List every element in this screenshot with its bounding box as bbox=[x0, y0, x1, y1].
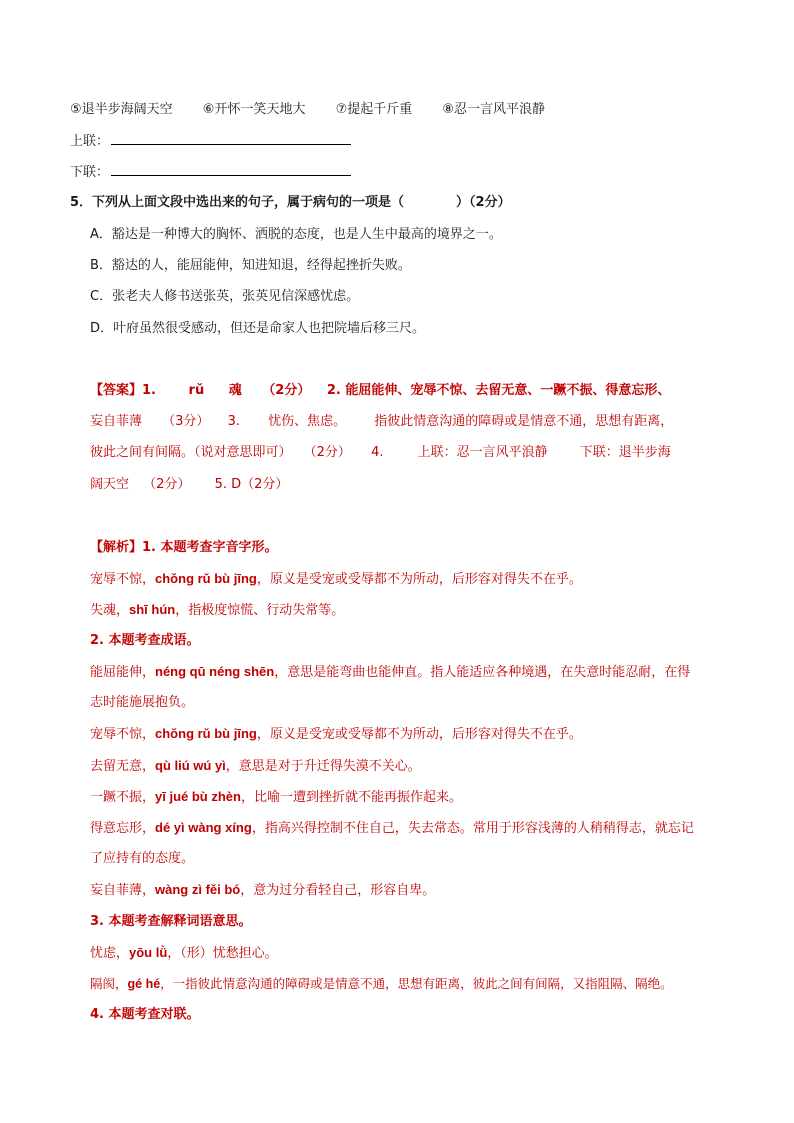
question-5-option-b: B．豁达的人，能屈能伸，知进知退，经得起挫折失败。 bbox=[90, 258, 411, 273]
lower-couplet-blank[interactable] bbox=[111, 163, 351, 176]
question-5-stem: 5．下列从上面文段中选出来的句子，属于病句的一项是（ ）（2分） bbox=[70, 195, 511, 210]
analysis-line: 得意忘形，dé yì wàng xíng，指高兴得控制不住自己，失去常态。常用于形容浅薄的人稍稍得志，就忘记 bbox=[90, 820, 694, 836]
analysis-tag: 【解析】 bbox=[90, 540, 143, 555]
analysis-line: 一蹶不振，yī jué bù zhèn，比喻一遭到挫折就不能再振作起来。 bbox=[90, 789, 462, 805]
upper-couplet-label: 上联： bbox=[70, 134, 110, 149]
analysis-line: 了应持有的态度。 bbox=[90, 851, 195, 866]
analysis-line: 忧虑，yōu lǜ，（形）忧愁担心。 bbox=[90, 945, 278, 961]
analysis-q2-title: 2. 本题考查成语。 bbox=[90, 633, 200, 648]
couplet-options bbox=[70, 101, 730, 119]
answer-line-4: 阔天空 （2分） 5. D（2分） bbox=[90, 477, 289, 492]
question-5-option-a: A．豁达是一种博大的胸怀、洒脱的态度，也是人生中最高的境界之一。 bbox=[90, 227, 502, 242]
option-8: ⑧忍一言风平浪静 bbox=[442, 102, 546, 117]
analysis-line: 宠辱不惊，chǒng rǔ bù jīng，原义是受宠或受辱都不为所动，后形容对得失不在乎。 bbox=[90, 726, 582, 742]
answer-line-2: 妄自菲薄 （3分） 3. 忧伤、焦虑。 指彼此情意沟通的障碍或是情意不通，思想有距离， bbox=[90, 414, 674, 429]
answer-tag: 【答案】 bbox=[90, 383, 143, 398]
analysis-line: 志时能施展抱负。 bbox=[90, 695, 195, 710]
analysis-line: 妄自菲薄，wàng zì fěi bó，意为过分看轻自己，形容自卑。 bbox=[90, 882, 436, 898]
analysis-line: 能屈能伸，néng qū néng shēn，意思是能弯曲也能伸直。指人能适应各种境遇，在失意时能忍耐，在得 bbox=[90, 664, 691, 680]
upper-couplet-line bbox=[70, 132, 730, 151]
analysis-line: 隔阂，gé hé，一指彼此情意沟通的障碍或是情意不通，思想有距离，彼此之间有间隔，又指阻隔、隔绝。 bbox=[90, 976, 673, 991]
analysis-q4-title: 4. 本题考查对联。 bbox=[90, 1007, 200, 1022]
option-6: ⑥开怀一笑天地大 bbox=[202, 102, 306, 117]
question-5-option-c: C．张老夫人修书送张英，张英见信深感忧虑。 bbox=[90, 289, 360, 304]
answer-line-3: 彼此之间有间隔。（说对意思即可） （2分） 4. 上联：忍一言风平浪静 下联：退半步海 bbox=[90, 445, 671, 460]
option-7: ⑦提起千斤重 bbox=[335, 102, 413, 117]
lower-couplet-label: 下联： bbox=[70, 165, 110, 180]
lower-couplet-line bbox=[70, 163, 730, 182]
question-5-option-d: D．叶府虽然很受感动，但还是命家人也把院墙后移三尺。 bbox=[90, 321, 426, 336]
analysis-line: 失魂，shī hún，指极度惊慌、行动失常等。 bbox=[90, 602, 345, 618]
upper-couplet-blank[interactable] bbox=[111, 132, 351, 145]
analysis-line: 去留无意，qù liú wú yì，意思是对于升迁得失漠不关心。 bbox=[90, 758, 421, 774]
analysis-line-title: 【解析】1. 本题考查字音字形。 bbox=[90, 540, 278, 555]
option-5: ⑤退半步海阔天空 bbox=[70, 102, 173, 117]
analysis-line: 宠辱不惊，chǒng rǔ bù jīng，原义是受宠或受辱都不为所动，后形容对得失不在乎。 bbox=[90, 571, 582, 587]
analysis-q3-title: 3. 本题考查解释词语意思。 bbox=[90, 914, 252, 929]
answer-line-1: 【答案】1. rǔ 魂 （2分） 2. 能屈能伸、宠辱不惊、去留无意、一蹶不振、得意忘形、 bbox=[90, 383, 671, 398]
